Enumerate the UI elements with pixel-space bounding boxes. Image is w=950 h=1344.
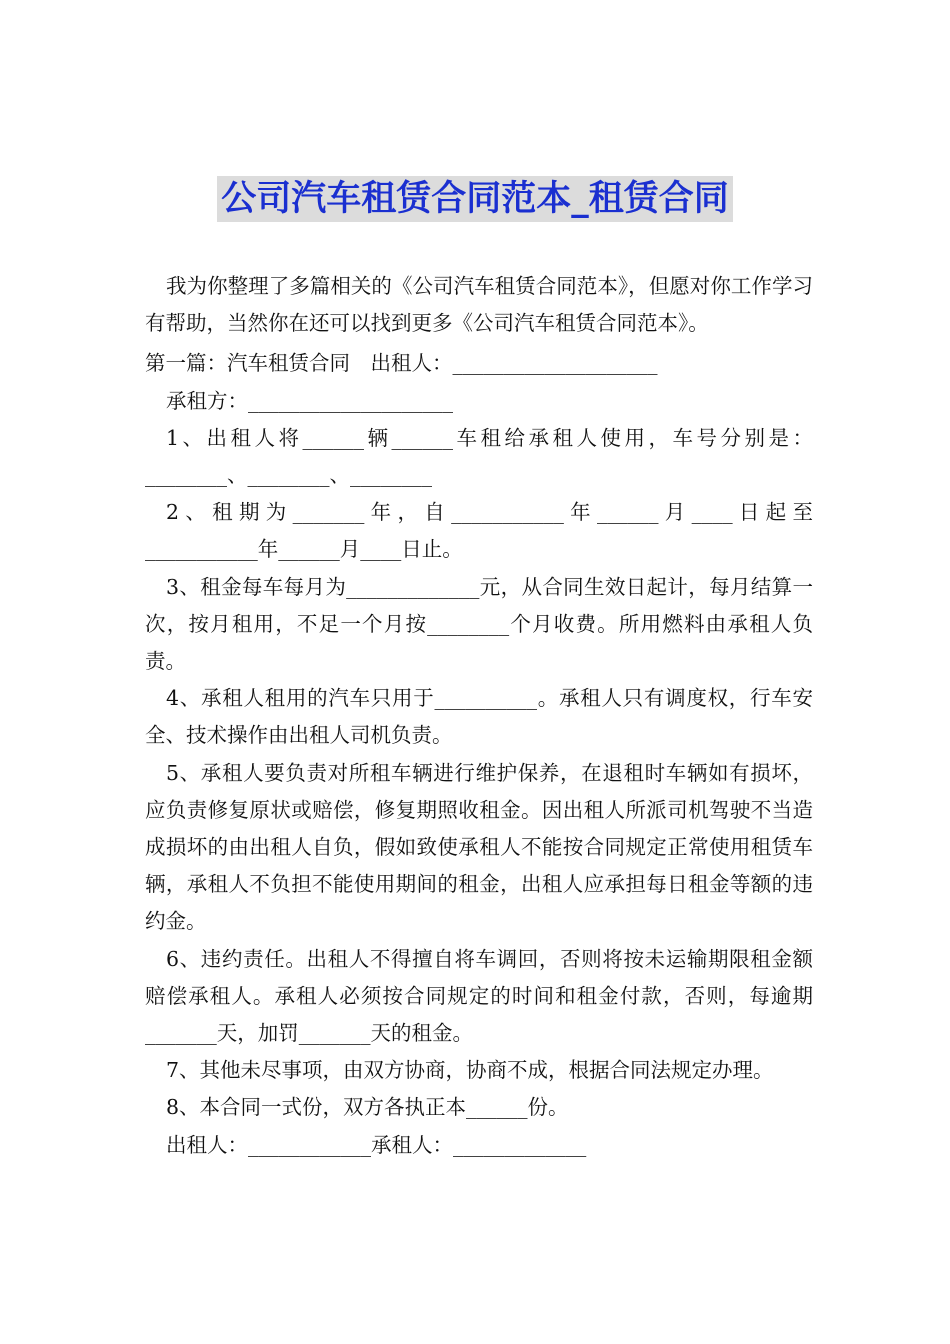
signature-line: 出租人：____________承租人：_____________	[166, 1132, 587, 1157]
clause-7: 7、其他未尽事项，由双方协商，协商不成，根据合同法规定办理。	[166, 1058, 774, 1083]
intro-paragraph: 我为你整理了多篇相关的《公司汽车租赁合同范本》，但愿对你工作学习有帮助，当然你在还可以找到更多《公司汽车租赁合同范本》。	[145, 274, 813, 336]
document-body	[145, 268, 813, 1164]
title-container	[0, 176, 950, 222]
clause-8: 8、本合同一式份，双方各执正本______份。	[166, 1095, 569, 1120]
document-title: 公司汽车租赁合同范本_租赁合同	[217, 176, 733, 222]
lessee-line: 承租方：____________________	[166, 388, 453, 413]
clause-1: 1、出租人将______辆______车租给承租人使用，车号分别是：________、________、________	[145, 425, 813, 488]
clause-4: 4、承租人租用的汽车只用于__________。承租人只有调度权，行车安全、技术操作由出租人司机负责。	[145, 686, 813, 748]
clause-3: 3、租金每车每月为_____________元，从合同生效日起计，每月结算一次，按月租用，不足一个月按________个月收费。所用燃料由承租人负责。	[145, 574, 813, 674]
contract-heading-line: 第一篇：汽车租赁合同 出租人：____________________	[145, 351, 658, 376]
clause-6: 6、违约责任。出租人不得擅自将车调回，否则将按未运输期限租金额赔偿承租人。承租人必须按合同规定的时间和租金付款，否则，每逾期_______天，加罚_______天的租金。	[145, 946, 813, 1046]
clause-2: 2、租期为_______年，自___________年______月____日起至___________年______月____日止。	[145, 500, 813, 562]
clause-5: 5、承租人要负责对所租车辆进行维护保养，在退租时车辆如有损坏，应负责修复原状或赔偿，修复期照收租金。因出租人所派司机驾驶不当造成损坏的由出租人自负，假如致使承租人不能按合同规定正常使用租赁车辆，承租人不负担不能使用期间的租金，出租人应承担每日租金等额的违约金。	[145, 760, 813, 934]
